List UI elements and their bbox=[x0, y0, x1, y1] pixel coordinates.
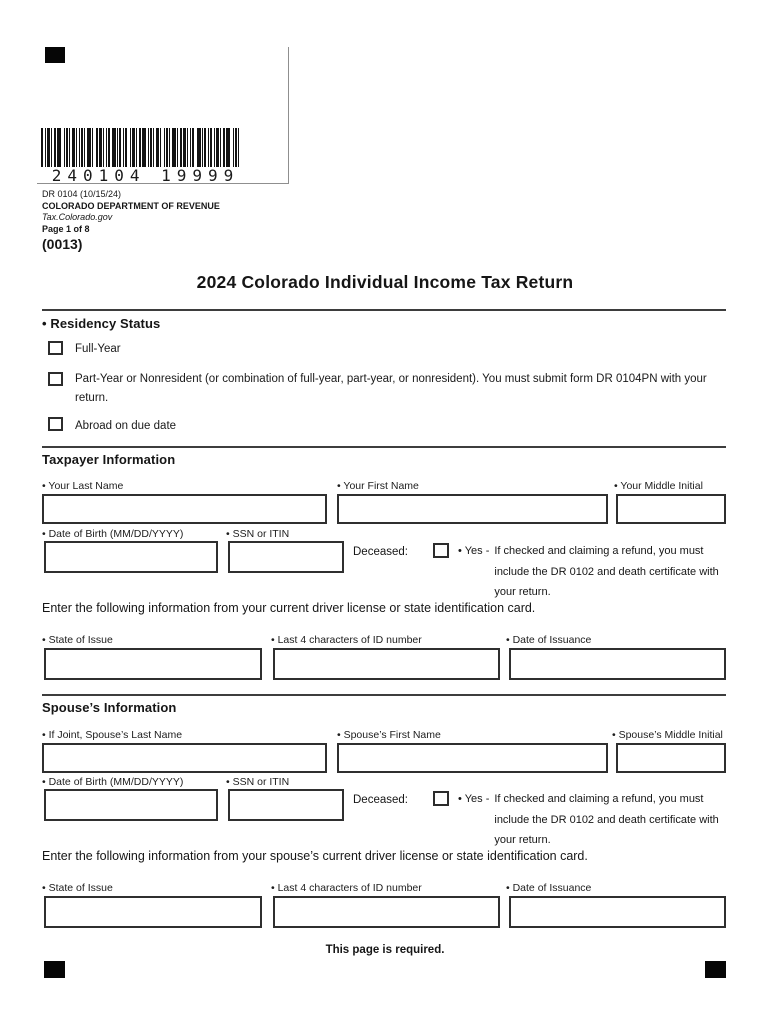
spouse-middle-initial-input[interactable] bbox=[616, 743, 726, 773]
spouse-ssn-label: • SSN or ITIN bbox=[226, 776, 290, 788]
spouse-state-of-issue-input[interactable] bbox=[44, 896, 262, 928]
spouse-middle-initial-label: • Spouse’s Middle Initial bbox=[612, 729, 723, 741]
section-rule-residency bbox=[42, 309, 726, 311]
barcode bbox=[41, 128, 250, 167]
spouse-license-instruction: Enter the following information from your spouse’s current driver license or state identification card. bbox=[42, 849, 588, 863]
spouse-state-of-issue-label: • State of Issue bbox=[42, 882, 113, 894]
taxpayer-deceased-label: Deceased: bbox=[353, 546, 408, 558]
corner-mark-bottom-left bbox=[44, 961, 65, 978]
spouse-heading: Spouse’s Information bbox=[42, 700, 177, 715]
spouse-deceased-yes-text: If checked and claiming a refund, you must include the DR 0102 and death certificate with your return. bbox=[494, 793, 719, 846]
abroad-label: Abroad on due date bbox=[75, 420, 177, 432]
part-year-nonresident-checkbox[interactable] bbox=[48, 372, 63, 386]
page-required-note: This page is required. bbox=[325, 944, 445, 956]
section-rule-spouse bbox=[42, 694, 726, 696]
taxpayer-last4-label: • Last 4 characters of ID number bbox=[271, 634, 422, 646]
spouse-ssn-input[interactable] bbox=[228, 789, 344, 821]
spouse-last4-input[interactable] bbox=[273, 896, 500, 928]
taxpayer-state-of-issue-label: • State of Issue bbox=[42, 634, 113, 646]
spouse-first-name-input[interactable] bbox=[337, 743, 608, 773]
page-title: 2024 Colorado Individual Income Tax Return bbox=[196, 272, 574, 292]
section-rule-taxpayer bbox=[42, 446, 726, 448]
page-number: Page 1 of 8 bbox=[42, 223, 90, 234]
spouse-last4-label: • Last 4 characters of ID number bbox=[271, 882, 422, 894]
taxpayer-last-name-input[interactable] bbox=[42, 494, 327, 524]
taxpayer-state-of-issue-input[interactable] bbox=[44, 648, 262, 680]
spouse-deceased-note bbox=[458, 789, 727, 851]
department-name: COLORADO DEPARTMENT OF REVENUE bbox=[42, 200, 220, 211]
barcode-number: 240104 19999 bbox=[51, 166, 240, 185]
website: Tax.Colorado.gov bbox=[42, 212, 113, 222]
spouse-deceased-checkbox[interactable] bbox=[433, 791, 449, 806]
taxpayer-deceased-checkbox[interactable] bbox=[433, 543, 449, 558]
taxpayer-middle-initial-input[interactable] bbox=[616, 494, 726, 524]
corner-mark-bottom-right bbox=[705, 961, 726, 978]
taxpayer-last4-input[interactable] bbox=[273, 648, 500, 680]
taxpayer-dob-input[interactable] bbox=[44, 541, 218, 573]
form-info-block bbox=[42, 189, 220, 252]
form-id: (0013) bbox=[42, 236, 83, 252]
taxpayer-deceased-yes-prefix: • Yes - bbox=[458, 545, 490, 557]
spouse-dob-label: • Date of Birth (MM/DD/YYYY) bbox=[42, 776, 184, 788]
spouse-deceased-yes-prefix: • Yes - bbox=[458, 793, 490, 805]
spouse-dob-input[interactable] bbox=[44, 789, 218, 821]
taxpayer-last-name-label: • Your Last Name bbox=[42, 480, 124, 492]
spouse-last-name-label: • If Joint, Spouse’s Last Name bbox=[42, 729, 183, 741]
taxpayer-middle-initial-label: • Your Middle Initial bbox=[614, 480, 703, 492]
taxpayer-first-name-label: • Your First Name bbox=[337, 480, 419, 492]
taxpayer-license-instruction: Enter the following information from your current driver license or state identification card. bbox=[42, 601, 536, 615]
spouse-last-name-input[interactable] bbox=[42, 743, 327, 773]
spouse-deceased-label: Deceased: bbox=[353, 794, 408, 806]
spouse-first-name-label: • Spouse’s First Name bbox=[337, 729, 441, 741]
abroad-checkbox[interactable] bbox=[48, 417, 63, 431]
taxpayer-heading: Taxpayer Information bbox=[42, 452, 176, 467]
taxpayer-ssn-input[interactable] bbox=[228, 541, 344, 573]
taxpayer-ssn-label: • SSN or ITIN bbox=[226, 528, 290, 540]
full-year-label: Full-Year bbox=[75, 343, 121, 355]
taxpayer-date-of-issuance-label: • Date of Issuance bbox=[506, 634, 592, 646]
residency-heading: • Residency Status bbox=[42, 316, 161, 331]
taxpayer-date-of-issuance-input[interactable] bbox=[509, 648, 726, 680]
taxpayer-first-name-input[interactable] bbox=[337, 494, 608, 524]
taxpayer-dob-label: • Date of Birth (MM/DD/YYYY) bbox=[42, 528, 184, 540]
full-year-checkbox[interactable] bbox=[48, 341, 63, 355]
spouse-date-of-issuance-label: • Date of Issuance bbox=[506, 882, 592, 894]
spouse-date-of-issuance-input[interactable] bbox=[509, 896, 726, 928]
taxpayer-deceased-yes-text: If checked and claiming a refund, you must include the DR 0102 and death certificate with your return. bbox=[494, 545, 719, 598]
form-code: DR 0104 (10/15/24) bbox=[42, 189, 122, 199]
taxpayer-deceased-note bbox=[458, 541, 727, 603]
part-year-nonresident-label: Part-Year or Nonresident (or combination of full-year, part-year, or nonresident). You must submit form DR 0104PN with your return. bbox=[75, 373, 707, 404]
